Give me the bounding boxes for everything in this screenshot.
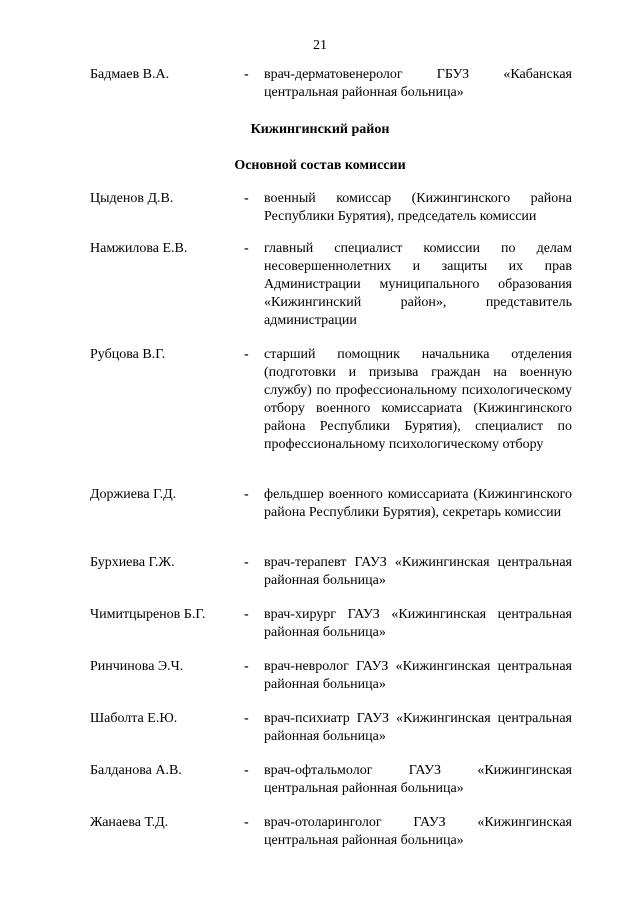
member-role: врач-офтальмолог ГАУЗ «Кижингинская центральная районная больница» (264, 763, 572, 796)
member-role: врач-невролог ГАУЗ «Кижингинская центральная районная больница» (264, 659, 572, 692)
dash-separator: - (244, 555, 249, 570)
member-role: врач-психиатр ГАУЗ «Кижингинская центральная районная больница» (264, 711, 572, 744)
section-title: Основной состав комиссии (234, 158, 406, 173)
member-name: Чимитцыренов Б.Г. (90, 607, 206, 622)
member-name: Бурхиева Г.Ж. (90, 555, 175, 570)
dash-separator: - (244, 347, 249, 362)
member-name: Жанаева Т.Д. (90, 815, 169, 830)
member-name: Бадмаев В.А. (90, 67, 170, 82)
member-name: Ринчинова Э.Ч. (90, 659, 184, 674)
member-role: врач-дерматовенеролог ГБУЗ «Кабанская центральная районная больница» (264, 67, 572, 100)
dash-separator: - (244, 763, 249, 778)
dash-separator: - (244, 487, 249, 502)
member-name: Балданова А.В. (90, 763, 182, 778)
page-number: 21 (313, 38, 327, 53)
dash-separator: - (244, 659, 249, 674)
member-role: фельдшер военного комиссариата (Кижингинского района Республики Бурятия), секретарь комиссии (264, 487, 572, 520)
member-role: врач-отоларинголог ГАУЗ «Кижингинская центральная районная больница» (264, 815, 572, 848)
member-role: главный специалист комиссии по делам несовершеннолетних и защиты их прав Администрации муниципального образования «Кижингинский район», представитель администрации (264, 241, 572, 328)
member-name: Шаболта Е.Ю. (90, 711, 178, 726)
dash-separator: - (244, 607, 249, 622)
district-title: Кижингинский район (250, 122, 390, 137)
member-role: военный комиссар (Кижингинского района Республики Бурятия), председатель комиссии (264, 191, 572, 224)
dash-separator: - (244, 191, 249, 206)
dash-separator: - (244, 815, 249, 830)
member-role: старший помощник начальника отделения (подготовки и призыва граждан на военную службу) по профессиональному психологическому отбору военного комиссариата (Кижингинского района Республики Бурятия), специалист по профессиональному психологическому отбору (264, 347, 572, 452)
dash-separator: - (244, 67, 249, 82)
dash-separator: - (244, 241, 249, 256)
dash-separator: - (244, 711, 249, 726)
member-name: Намжилова Е.В. (90, 241, 188, 256)
member-role: врач-хирург ГАУЗ «Кижингинская центральная районная больница» (264, 607, 572, 640)
member-role: врач-терапевт ГАУЗ «Кижингинская центральная районная больница» (264, 555, 572, 588)
member-name: Рубцова В.Г. (90, 347, 166, 362)
member-name: Доржиева Г.Д. (90, 487, 177, 502)
member-name: Цыденов Д.В. (90, 191, 174, 206)
